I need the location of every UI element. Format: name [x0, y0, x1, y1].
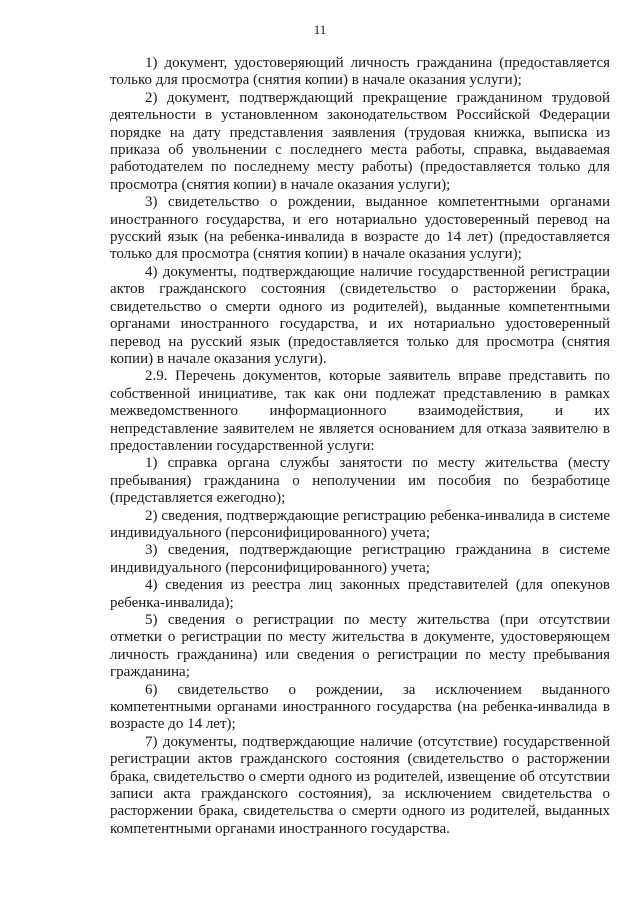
paragraph-2-9-item-5-residence-registration: 5) сведения о регистрации по месту жительства (при отсутствии отметки о регистрации по месту жительства в документе, удостоверяющем личность гражданина) или сведения о регистрации по месту пребывания гражданина;: [110, 612, 610, 681]
paragraph-item-3-birth-certificate-foreign: 3) свидетельство о рождении, выданное компетентными органами иностранного государства, и его нотариально удостоверенный перевод на русский язык (на ребенка-инвалида в возрасте до 14 лет) (предоставляется только для просмотра (снятия копии) в начале оказания услуги);: [110, 194, 610, 263]
paragraph-item-1-identity-document: 1) документ, удостоверяющий личность гражданина (предоставляется только для просмотра (снятия копии) в начале оказания услуги);: [110, 55, 610, 89]
paragraph-item-2-employment-termination: 2) документ, подтверждающий прекращение гражданином трудовой деятельности в установленном законодательством Российской Федерации порядке на дату представления заявления (трудовая книжка, выписка из приказа об увольнении с последнего места работы, справка, выдаваемая работодателем по последнему месту работы) (предоставляется только для просмотра (снятия копии) в начале оказания услуги);: [110, 89, 610, 193]
paragraph-2-9-item-6-birth-certificate: 6) свидетельство о рождении, за исключением выданного компетентными органами иностранного государства (на ребенка-инвалида в возрасте до 14 лет);: [110, 681, 610, 733]
paragraph-2-9-item-7-civil-status-acts: 7) документы, подтверждающие наличие (отсутствие) государственной регистрации актов гражданского состояния (свидетельство о расторжении брака, свидетельство о смерти одного из родителей, извещение об отсутствии записи акта гражданского состояния), за исключением свидетельства о расторжении брака, свидетельства о смерти одного из родителей, выданных компетентными органами иностранного государства.: [110, 733, 610, 837]
paragraph-2-9-item-4-legal-representatives: 4) сведения из реестра лиц законных представителей (для опекунов ребенка-инвалида);: [110, 577, 610, 611]
paragraph-item-4-civil-status-foreign: 4) документы, подтверждающие наличие государственной регистрации актов гражданского состояния (свидетельство о расторжении брака, свидетельство о смерти одного из родителей), выданные компетентными органами иностранного государства, и их нотариально удостоверенный перевод на русский язык (предоставляется только для просмотра (снятия копии) в начале оказания услуги).: [110, 263, 610, 367]
paragraph-2-9-item-1-employment-service: 1) справка органа службы занятости по месту жительства (месту пребывания) гражданина о неполучении им пособия по безработице (представляется ежегодно);: [110, 455, 610, 507]
paragraph-2-9-item-2-child-registration: 2) сведения, подтверждающие регистрацию ребенка-инвалида в системе индивидуального (персонифицированного) учета;: [110, 507, 610, 541]
paragraph-section-2-9: 2.9. Перечень документов, которые заявитель вправе представить по собственной инициативе, так как они подлежат представлению в рамках межведомственного информационного взаимодействия, и их непредставление заявителем не является основанием для отказа заявителю в предоставлении государственной услуги:: [110, 368, 610, 454]
document-body: [110, 55, 610, 838]
page-number: 11: [313, 22, 327, 37]
paragraph-2-9-item-3-citizen-registration: 3) сведения, подтверждающие регистрацию гражданина в системе индивидуального (персонифицированного) учета;: [110, 542, 610, 576]
